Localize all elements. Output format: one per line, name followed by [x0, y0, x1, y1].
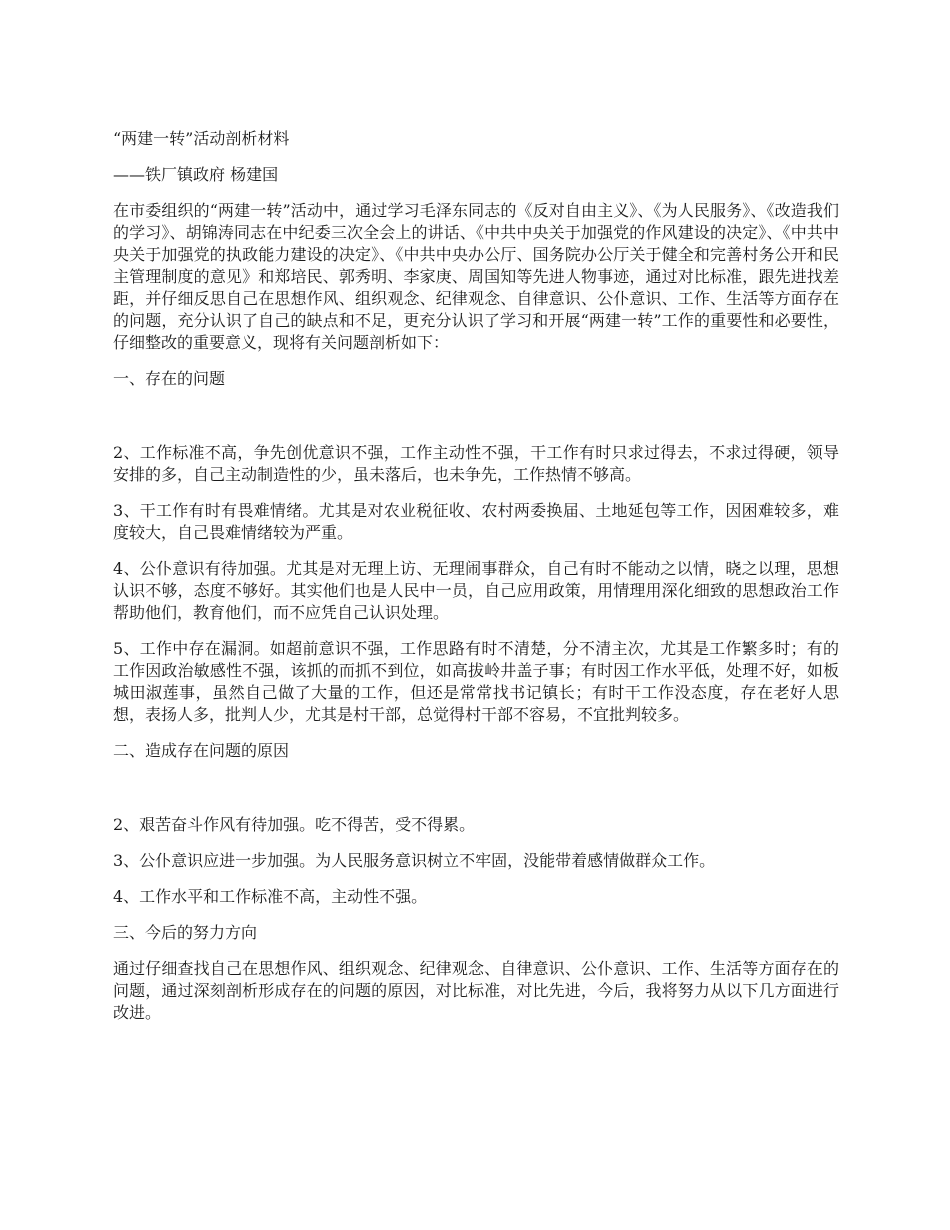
document-title: “两建一转”活动剖析材料: [113, 129, 290, 148]
document-page: [113, 128, 839, 1038]
section-1-item: 3、干工作有时有畏难情绪。尤其是对农业税征收、农村两委换届、土地延包等工作，因困难较多，难度较大，自己畏难情绪较为严重。: [113, 501, 839, 542]
section-1-item: 2、工作标准不高，争先创优意识不强，工作主动性不强，干工作有时只求过得去，不求过得硬，领导安排的多，自己主动制造性的少，虽未落后，也未争先，工作热情不够高。: [113, 443, 839, 484]
document-author: ——铁厂镇政府 杨建国: [113, 165, 279, 184]
section-2-item: 2、艰苦奋斗作风有待加强。吃不得苦，受不得累。: [113, 815, 476, 834]
section-1-item: 4、公仆意识有待加强。尤其是对无理上访、无理闹事群众，自己有时不能动之以情，晓之以理，思想认识不够，态度不够好。其实他们也是人民中一员，自己应用政策，用情理用深化细致的思想政治工作帮助他们，教育他们，而不应凭自己认识处理。: [113, 559, 839, 622]
section-2-heading: 二、造成存在问题的原因: [113, 741, 290, 760]
section-2-item: 4、工作水平和工作标准不高，主动性不强。: [113, 887, 428, 906]
intro-paragraph: 在市委组织的“两建一转”活动中，通过学习毛泽东同志的《反对自由主义》、《为人民服务》、《改造我们的学习》、胡锦涛同志在中纪委三次全会上的讲话、《中共中央关于加强党的作风建设的决定》、《中共中央关于加强党的执政能力建设的决定》、《中共中央办公厅、国务院办公厅关于健全和完善村务公开和民主管理制度的意见》和郑培民、郭秀明、李家庚、周国知等先进人物事迹，通过对比标准，跟先进找差距，并仔细反思自己在思想作风、组织观念、纪律观念、自律意识、公仆意识、工作、生活等方面存在的问题，充分认识了自己的缺点和不足，更充分认识了学习和开展“两建一转”工作的重要性和必要性，仔细整改的重要意义，现将有关问题剖析如下：: [113, 201, 839, 352]
section-1-heading: 一、存在的问题: [113, 369, 226, 388]
blank-space: [113, 776, 839, 814]
section-3-body: 通过仔细查找自己在思想作风、组织观念、纪律观念、自律意识、公仆意识、工作、生活等方面存在的问题，通过深刻剖析形成存在的问题的原因，对比标准，对比先进，今后，我将努力从以下几方面进行改进。: [113, 959, 839, 1022]
section-1-item: 5、工作中存在漏洞。如超前意识不强，工作思路有时不清楚，分不清主次，尤其是工作繁多时；有的工作因政治敏感性不强，该抓的而抓不到位，如高拔岭井盖子事；有时因工作水平低，处理不好，如板城田淑莲事，虽然自己做了大量的工作，但还是常常找书记镇长；有时干工作没态度，存在老好人思想，表扬人多，批判人少，尤其是村干部，总觉得村干部不容易，不宜批判较多。: [113, 639, 839, 724]
blank-space: [113, 404, 839, 442]
section-2-item: 3、公仆意识应进一步加强。为人民服务意识树立不牢固，没能带着感情做群众工作。: [113, 851, 716, 870]
section-3-heading: 三、今后的努力方向: [113, 923, 258, 942]
